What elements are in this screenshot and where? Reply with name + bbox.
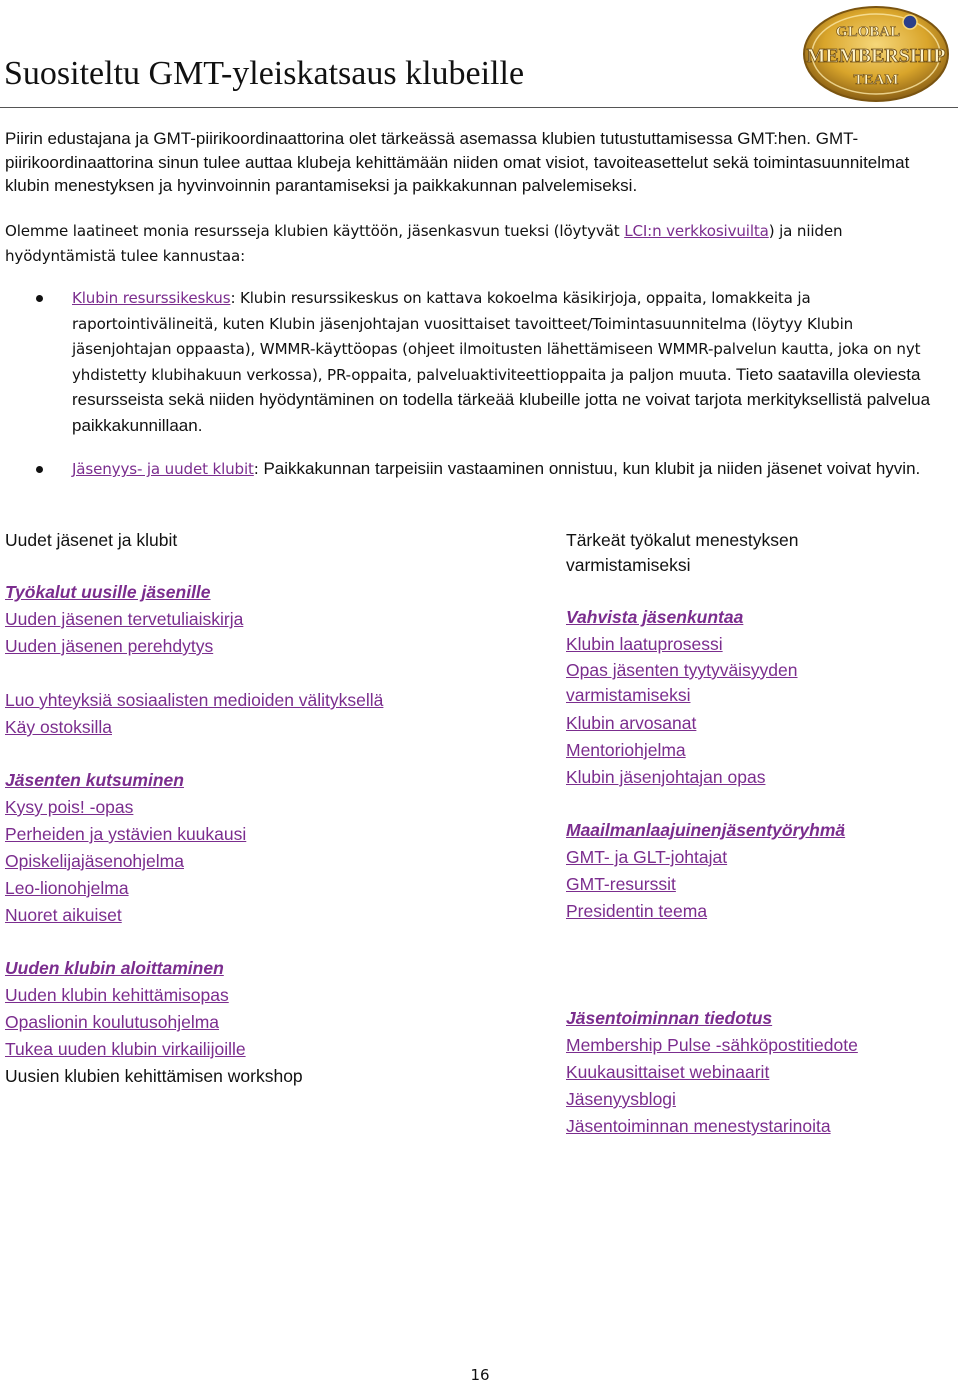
link-club-membership-chair-guide[interactable]: Klubin jäsenjohtajan opas [566, 767, 766, 787]
bullet-dot [36, 295, 43, 302]
left-column-header: Uudet jäsenet ja klubit [5, 530, 178, 550]
link-member-satisfaction-guide[interactable]: Opas jäsenten tyytyväisyyden varmistamiseksi [566, 660, 798, 705]
link-student-member-program[interactable]: Opiskelijajäsenohjelma [5, 851, 184, 871]
link-presidential-theme[interactable]: Presidentin teema [566, 901, 708, 921]
title-divider [0, 107, 958, 108]
bullet-item-resource-center [72, 286, 956, 439]
logo-text-membership: MEMBERSHIP [806, 45, 946, 67]
link-monthly-webinars[interactable]: Kuukausittaiset webinaarit [566, 1062, 770, 1082]
link-membership-blog[interactable]: Jäsenyysblogi [566, 1089, 676, 1109]
resources-paragraph [5, 219, 955, 268]
resources-text-after: ) ja niiden hyödyntämistä tulee kannustaa: [5, 222, 843, 265]
bullet-dot [36, 466, 43, 473]
new-club-workshop-text: Uusien klubien kehittämisen workshop [5, 1066, 303, 1086]
link-new-club-development-guide[interactable]: Uuden klubin kehittämisopas [5, 985, 229, 1005]
link-leo-lion-program[interactable]: Leo-lionohjelma [5, 878, 129, 898]
link-family-friends-month[interactable]: Perheiden ja ystävien kuukausi [5, 824, 247, 844]
link-mentoring-program[interactable]: Mentoriohjelma [566, 740, 686, 760]
link-gmt-glt-leaders[interactable]: GMT- ja GLT-johtajat [566, 847, 728, 867]
right-column-header: Tärkeät työkalut menestyksen varmistamiseksi [566, 530, 799, 575]
page-number: 16 [470, 1366, 490, 1384]
logo-text-team: TEAM [853, 72, 899, 88]
resource-center-link[interactable]: Klubin resurssikeskus [72, 289, 231, 307]
link-social-media[interactable]: Luo yhteyksiä sosiaalisten medioiden välityksellä [5, 690, 384, 710]
section-title-starting-new-club[interactable]: Uuden klubin aloittaminen [5, 958, 224, 978]
link-guiding-lion-program[interactable]: Opaslionin koulutusohjelma [5, 1012, 220, 1032]
resources-text-before: Olemme laatineet monia resursseja klubien käyttöön, jäsenkasvun tueksi (löytyvät [5, 222, 625, 240]
link-membership-success-stories[interactable]: Jäsentoiminnan menestystarinoita [566, 1116, 831, 1136]
link-new-member-orientation[interactable]: Uuden jäsenen perehdytys [5, 636, 214, 656]
section-title-strengthen-membership[interactable]: Vahvista jäsenkuntaa [566, 607, 744, 627]
logo-text-global: GLOBAL [835, 24, 901, 40]
link-support-new-club-officers[interactable]: Tukea uuden klubin virkailijoille [5, 1039, 246, 1059]
membership-new-clubs-link[interactable]: Jäsenyys- ja uudet klubit [72, 460, 254, 478]
link-shop[interactable]: Käy ostoksilla [5, 717, 112, 737]
link-young-adults[interactable]: Nuoret aikuiset [5, 905, 122, 925]
link-membership-pulse-newsletter[interactable]: Membership Pulse -sähköpostitiedote [566, 1035, 858, 1055]
bullet-item-membership [72, 457, 956, 482]
left-column [5, 528, 525, 1090]
section-title-inviting-members[interactable]: Jäsenten kutsuminen [5, 770, 184, 790]
section-title-global-membership-team[interactable]: Maailmanlaajuinenjäsentyöryhmä [566, 820, 846, 840]
global-membership-team-logo [800, 4, 952, 104]
page-title: Suositeltu GMT-yleiskatsaus klubeille [4, 55, 525, 92]
link-club-quality-initiative[interactable]: Klubin laatuprosessi [566, 634, 723, 654]
membership-colon: : [253, 460, 259, 478]
lci-website-link[interactable]: LCI:n verkkosivuilta [624, 222, 769, 240]
resource-center-tail: Tieto saatavilla oleviesta resursseista sekä niiden hyödyntäminen on todella tärkeää klubeille jotta ne voivat tarjota merkityksellistä palvelua paikkakunnillaan. [72, 364, 931, 435]
right-column [566, 528, 896, 1140]
link-just-ask-guide[interactable]: Kysy pois! -opas [5, 797, 134, 817]
link-new-member-welcome-letter[interactable]: Uuden jäsenen tervetuliaiskirja [5, 609, 244, 629]
section-title-membership-communications[interactable]: Jäsentoiminnan tiedotus [566, 1008, 773, 1028]
membership-tail: Paikkakunnan tarpeisiin vastaaminen onnistuu, kun klubit ja niiden jäsenet voivat hyvin. [258, 459, 921, 478]
link-gmt-resources[interactable]: GMT-resurssit [566, 874, 676, 894]
intro-paragraph: Piirin edustajana ja GMT-piirikoordinaattorina olet tärkeässä asemassa klubien tutustuttamisessa GMT:hen. GMT-piirikoordinaattorina sinun tulee auttaa klubeja kehittämään niiden omat visiot, tavoiteasettelut sekä toimintasuunnitelmat klubin menestyksen ja hyvinvoinnin parantamiseksi ja paikkakunnan palvelemiseksi. [5, 129, 910, 195]
link-club-ratings[interactable]: Klubin arvosanat [566, 713, 697, 733]
resource-center-text: : Klubin resurssikeskus on kattava kokoelma käsikirjoja, oppaita, lomakkeita ja raportointivälineitä, kuten Klubin jäsenjohtajan vuosittaiset tavoitteet/Toimintasuunnitelma (löytyy Klubin jäsenjohtajan oppaasta), WMMR-käyttöopas (ohjeet ilmoitusten lähettämiseen WMMR-palvelun kautta, joka on nyt yhdistetty klubihakuun verkossa), PR-oppaita, palveluaktiviteettioppaita ja paljon muuta. [72, 289, 921, 384]
section-title-new-member-tools[interactable]: Työkalut uusille jäsenille [5, 582, 211, 602]
